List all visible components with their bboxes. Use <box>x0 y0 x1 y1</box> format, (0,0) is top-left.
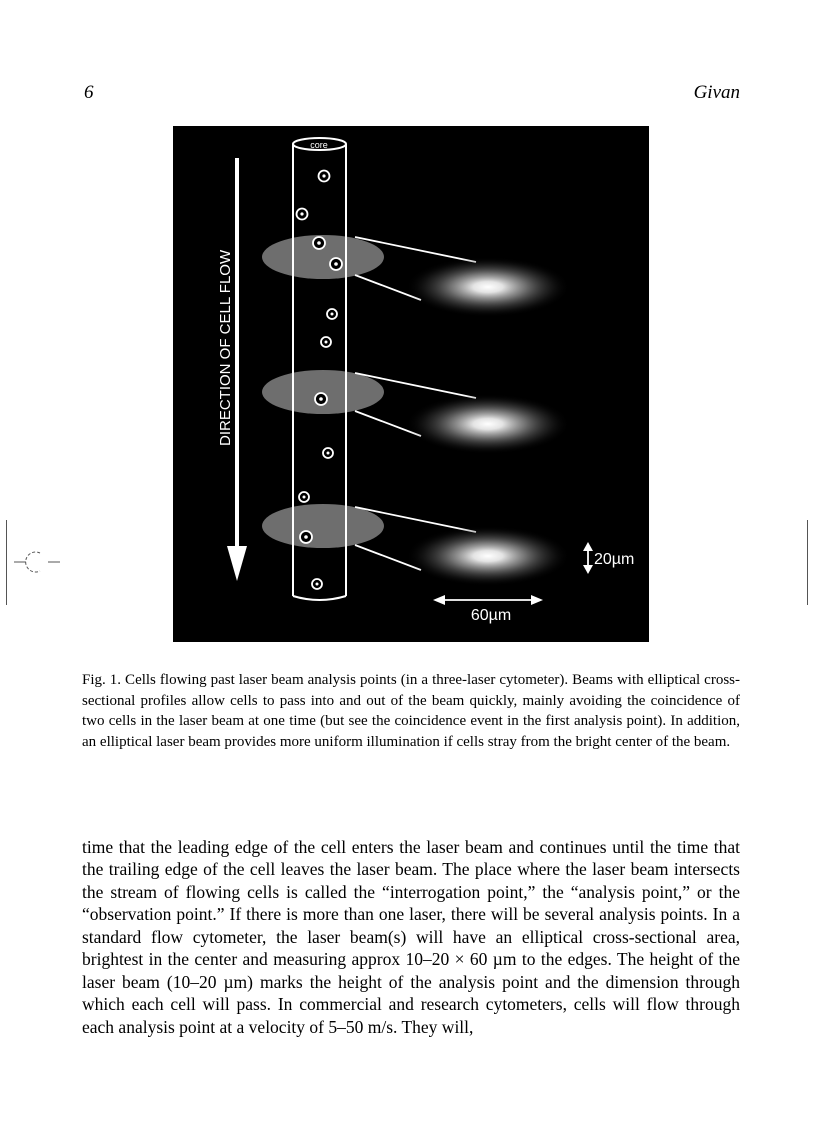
beam-overlap-2 <box>262 370 384 414</box>
beam-cross-section-1 <box>406 257 570 317</box>
scale-label-height: 20µm <box>594 551 635 568</box>
running-head-author: Givan <box>693 82 740 103</box>
figure-cell-flow-diagram <box>173 126 649 642</box>
beam-overlap-3 <box>262 504 384 548</box>
crop-mark-right <box>807 520 808 605</box>
core-label: core <box>310 140 328 150</box>
scale-label-width: 60µm <box>470 607 512 624</box>
direction-label: DIRECTION OF CELL FLOW <box>217 249 234 446</box>
figure-caption: Fig. 1. Cells flowing past laser beam analysis points (in a three-laser cytometer). Beams with elliptical cross-sectional profiles allow cells to pass into and out of the beam quickly, mainly avoiding the coincidence of two cells in the laser beam at one time (but see the coincidence event in the first analysis point). In addition, an elliptical laser beam provides more uniform illumination if cells stray from the bright center of the beam. <box>82 672 740 750</box>
crop-mark-left <box>6 520 7 605</box>
registration-mark-icon <box>14 550 60 574</box>
figure-svg <box>173 126 649 642</box>
beam-cross-section-3 <box>406 526 570 586</box>
beam-cross-section-2 <box>406 394 570 454</box>
page-number: 6 <box>84 82 94 103</box>
body-paragraph: time that the leading edge of the cell enters the laser beam and continues until the time that the trailing edge of the cell leaves the laser beam. The place where the laser beam intersects the stream of flowing cells is called the “interrogation point,” the “analysis point,” or the “observation point.” If there is more than one laser, there will be several analysis points. In a standard flow cytometer, the laser beam(s) will have an elliptical cross-sectional area, brightest in the center and measuring approx 10–20 × 60 µm to the edges. The height of the laser beam (10–20 µm) marks the height of the analysis point and the dimension through which each cell will pass. In commercial and research cytometers, cells will flow through each analysis point at a velocity of 5–50 m/s. They will, <box>82 836 740 1037</box>
